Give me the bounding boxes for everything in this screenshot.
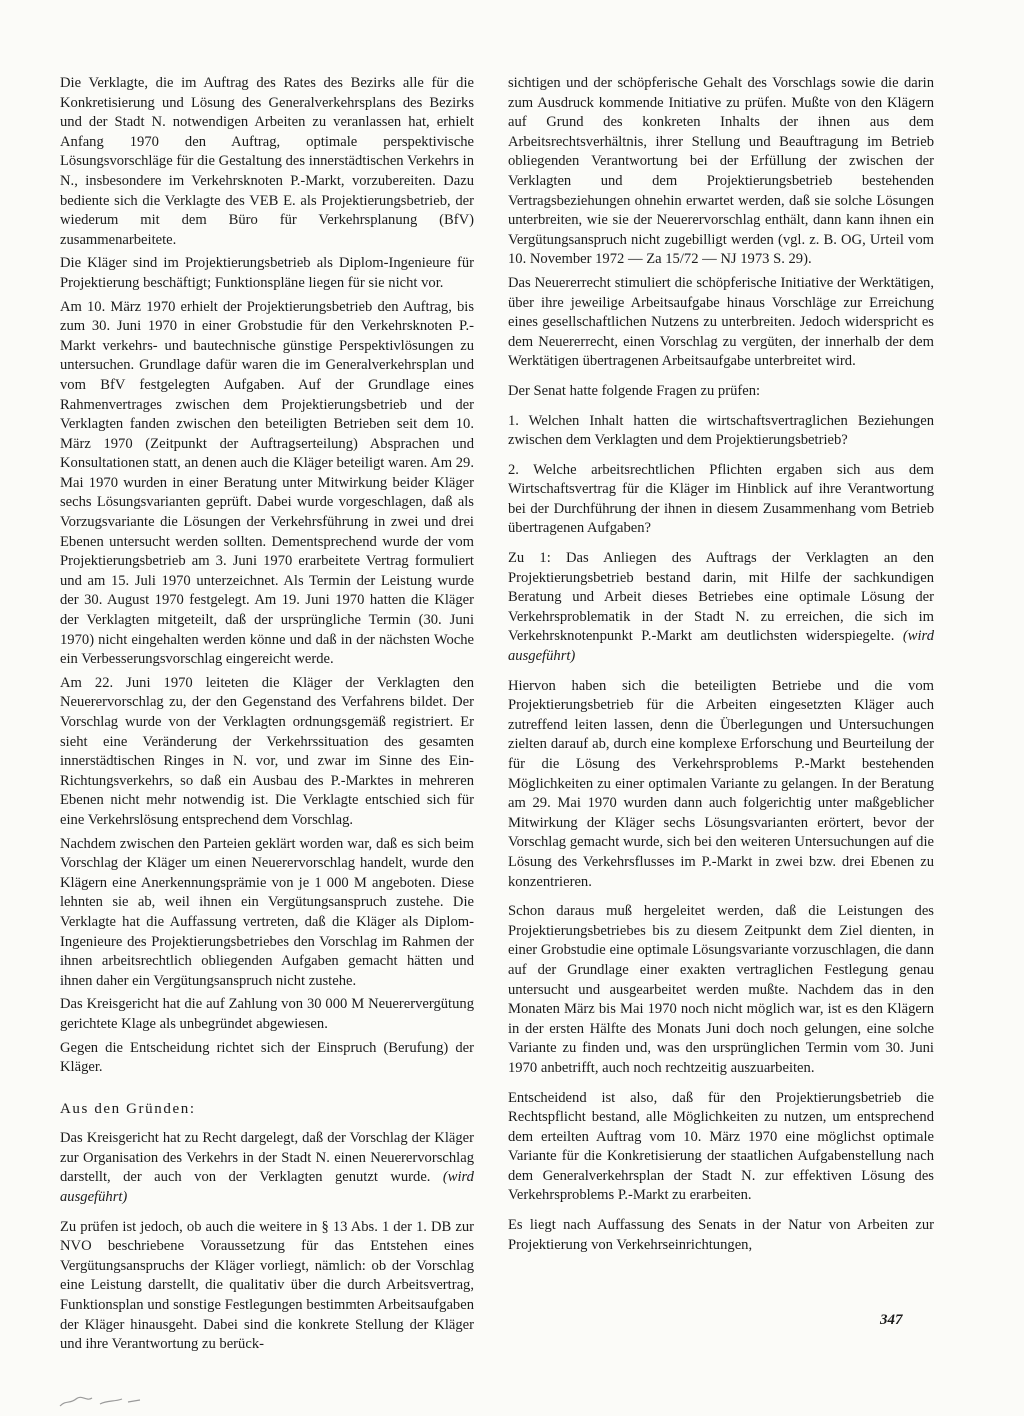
pencil-mark [56, 1390, 166, 1410]
paragraph: Am 10. März 1970 erhielt der Projektierungsbetrieb den Auftrag, bis zum 30. Juni 1970 in einer Grobstudie für den Verkehrsknoten P.-Markt verkehrs- und bautechnische günstige Perspektivlösungen zu untersuchen. Grundlage dafür waren die im Generalverkehrsplan und vom BfV festgelegten Aufgaben. Auf der Grundlage eines Rahmenvertrages zwischen dem Projektierungsbetrieb und der Verklagten fanden zwischen den beteiligten Betrieben seit dem 10. März 1970 (Zeitpunkt der Auftragserteilung) Absprachen und Konsultationen statt, an denen auch die Kläger beteiligt waren. Am 29. Mai 1970 wurden in einer Beratung unter Mitwirkung beider Kläger sechs Lösungsvarianten geprüft. Dabei wurde vorgeschlagen, daß als Vorzugsvariante die Lösungen der Verkehrsführung in zwei und drei Ebenen untersucht werden sollten. Dementsprechend wurde der vom Projektierungsbetrieb am 3. Juni 1970 erarbeitete Vertrag formuliert und am 15. Juli 1970 unterzeichnet. Als Termin der Leistung wurde der 30. August 1970 festgelegt. Am 19. Juni 1970 hatten die Kläger der Verklagten mitgeteilt, daß der ursprüngliche Termin (30. Juni 1970) nicht eingehalten werden könne und daß in der nächsten Woche ein Verbesserungsvorschlag eingereicht werde. [60, 298, 474, 668]
paragraph: Entscheidend ist also, daß für den Projektierungsbetrieb die Rechtspflicht bestand, alle Möglichkeiten zu nutzen, um entsprechend dem erteilten Auftrag vom 10. März 1970 eine möglichst optimale Variante für die Konkretisierung der staatlichen Aufgabenstellung nach dem Generalverkehrsplan der Stadt N. zur effektiven Lösung des Verkehrsproblems P.-Markt zu erarbeiten. [508, 1089, 934, 1204]
editorial-note: (wird ausgeführt) [508, 628, 934, 665]
paragraph: Schon daraus muß hergeleitet werden, daß die Leistungen des Projektierungsbetriebes bis zu diesem Zeitpunkt dem Ziel dienten, in einer Grobstudie eine optimale Lösungsvariante vorzuschlagen, die dann auf der Grundlage einer exakten vertraglichen Festlegung genau untersucht und ausgearbeitet werden mußte. Nachdem das in den Monaten März bis Mai 1970 noch nicht möglich war, ist es den Klägern in der ersten Hälfte des Monats Juni doch noch gelungen, eine solche Variante zu finden und, was den ursprünglichen Termin vom 30. Juni 1970 anbetrifft, auch noch rechtzeitig auszuarbeiten. [508, 903, 934, 1076]
paragraph: sichtigen und der schöpferische Gehalt des Vorschlags sowie die darin zum Ausdruck kommende Initiative zu prüfen. Mußte von den Klägern auf Grund des konkreten Inhalts der ihnen aus dem Arbeitsrechtsverhältnis, ihrer Stellung und Beauftragung im Betrieb obliegenden Verantwortung bei der Erfüllung der zwischen der Verklagten und dem Projektierungsbetrieb bestehenden Vertragsbeziehungen ohnehin erwartet werden, daß sie solche Lösungen unterbreiten, wie sie der Neuerervorschlag enthält, dann kann ihnen ein Vergütungsanspruch nicht zugebilligt werden (vgl. z. B. OG, Urteil vom 10. November 1972 — Za 15/72 — NJ 1973 S. 29). [508, 75, 934, 268]
section-heading: Aus den Gründen: [60, 1100, 196, 1117]
paragraph: Das Neuererrecht stimuliert die schöpferische Initiative der Werktätigen, über ihre jeweilige Arbeitsaufgabe hinaus Vorschläge zur Erreichung eines gesellschaftlichen Nutzens zu unterbreiten. Jedoch widerspricht es dem Neuererrecht, einen Vorschlag zu vergüten, der innerhalb der dem Werktätigen übertragenen Arbeitsaufgabe unterbreitet wird. [508, 274, 934, 370]
page-number: 347 [880, 1312, 903, 1328]
paragraph-text: Zu 1: Das Anliegen des Auftrags der Verklagten an den Projektierungsbetrieb bestand darin, mit Hilfe der sachkundigen Beratung und Arbeit dieses Betriebes eine optimale Lösung der Verkehrsproblematik in der Stadt N. zu erreichen, die sich im Verkehrsknotenpunkt P.-Markt am deutlichsten widerspiegelte. [508, 550, 934, 645]
answer-1 [508, 549, 934, 667]
paragraph: Die Verklagte, die im Auftrag des Rates des Bezirks alle für die Konkretisierung und Lösung des Generalverkehrsplans des Bezirks und der Stadt N. notwendigen Arbeiten zu veranlassen hat, erhielt Anfang 1970 den Auftrag, optimale perspektivische Lösungsvorschläge für die Gestaltung des innerstädtischen Verkehrs in N., insbesondere im Verkehrsknoten P.-Markt, vorzubereiten. Dazu bediente sich die Verklagte des VEB E. als Projektierungsbetrieb, der wiederum mit dem Büro für Verkehrsplanung (BfV) zusammenarbeitete. [60, 75, 474, 248]
question-2: 2. Welche arbeitsrechtlichen Pflichten ergaben sich aus dem Wirtschaftsvertrag für die Kläger im Hinblick auf ihre Verantwortung bei der Durchführung der ihnen in diesem Zusammenhang vom Betrieb übertragenen Aufgaben? [508, 461, 934, 537]
question-1: 1. Welchen Inhalt hatten die wirtschaftsvertraglichen Beziehungen zwischen dem Verklagten und dem Projektierungsbetrieb? [508, 412, 934, 449]
right-column [508, 74, 934, 1259]
paragraph: Die Kläger sind im Projektierungsbetrieb als Diplom-Ingenieure für Projektierung beschäftigt; Funktionspläne liegen für sie nicht vor. [60, 255, 474, 291]
paragraph [60, 1129, 474, 1207]
paragraph: Der Senat hatte folgende Fragen zu prüfen: [508, 382, 761, 399]
paragraph: Gegen die Entscheidung richtet sich der Einspruch (Berufung) der Kläger. [60, 1039, 474, 1076]
paragraph: Zu prüfen ist jedoch, ob auch die weitere in § 13 Abs. 1 der 1. DB zur NVO beschriebene Voraussetzung für das Entstehen eines Vergütungsanspruchs der Kläger vorliegt, nämlich: ob der Vorschlag eine Leistung darstellt, die qualitativ über die durch Arbeitsvertrag, Funktionsplan und sonstige Festlegungen bestimmten Arbeitsaufgaben der Kläger hinausgeht. Dabei sind die konkrete Stellung der Kläger und ihre Verantwortung zu berück- [60, 1218, 474, 1353]
paragraph: Es liegt nach Auffassung des Senats in der Natur von Arbeiten zur Projektierung von Verkehrseinrichtungen, [508, 1217, 934, 1253]
paragraph: Hiervon haben sich die beteiligten Betriebe und die vom Projektierungsbetrieb für die Arbeiten eingesetzten Kläger auch zutreffend leiten lassen, denn die Überlegungen und Untersuchungen zielten darauf ab, durch eine komplexe Erforschung und Beurteilung der für die Lösung des Verkehrsproblems P.-Markt bestehenden Möglichkeiten zu einer optimalen Variante zu gelangen. In der Beratung am 29. Mai 1970 wurden dann auch folgerichtig unter maßgeblicher Mitwirkung der Kläger sechs Lösungsvarianten erörtert, bevor der Vorschlag gemacht wurde, sich bei den weiteren Untersuchungen auf die Lösung des Verkehrsflusses im P.-Markt in zwei bzw. drei Ebenen zu konzentrieren. [508, 677, 934, 890]
paragraph: Das Kreisgericht hat die auf Zahlung von 30 000 M Neuerervergütung gerichtete Klage als unbegründet abgewiesen. [60, 996, 474, 1032]
paragraph: Nachdem zwischen den Parteien geklärt worden war, daß es sich beim Vorschlag der Kläger um einen Neuerervorschlag handelt, wurde den Klägern eine Anerkennungsprämie von je 1 000 M angeboten. Diese lehnten sie ab, weil ihnen ein Vergütungsanspruch zustehe. Die Verklagte hat die Auffassung vertreten, daß die Kläger als Diplom-Ingenieure des Projektierungsbetriebes den Vorschlag im Rahmen der ihnen arbeitsrechtlich obliegenden Aufgaben gemacht hätten und ihnen daher ein Vergütungsanspruch nicht zustehe. [60, 835, 474, 989]
paragraph-text: Das Kreisgericht hat zu Recht dargelegt, daß der Vorschlag der Kläger zur Organisation des Verkehrs in der Stadt N. einen Neuerervorschlag darstellt, der auch von der Verklagten genutzt wurde. [60, 1130, 474, 1186]
paragraph: Am 22. Juni 1970 leiteten die Kläger der Verklagten den Neuerervorschlag zu, der den Gegenstand des Verfahrens bildet. Der Vorschlag wurde von der Verklagten ordnungsgemäß registriert. Er sieht eine Veränderung der Verkehrssituation des gesamten innerstädtischen Ringes in N. vor, und zwar im Sinne des Ein-Richtungsverkehrs, so daß ein Ausbau des P.-Marktes in mehreren Ebenen nicht mehr notwendig ist. Die Verklagte entschied sich für eine Verkehrslösung entsprechend dem Vorschlag. [60, 674, 474, 828]
editorial-note: (wird ausgeführt) [60, 1169, 474, 1206]
left-column [60, 74, 474, 1359]
